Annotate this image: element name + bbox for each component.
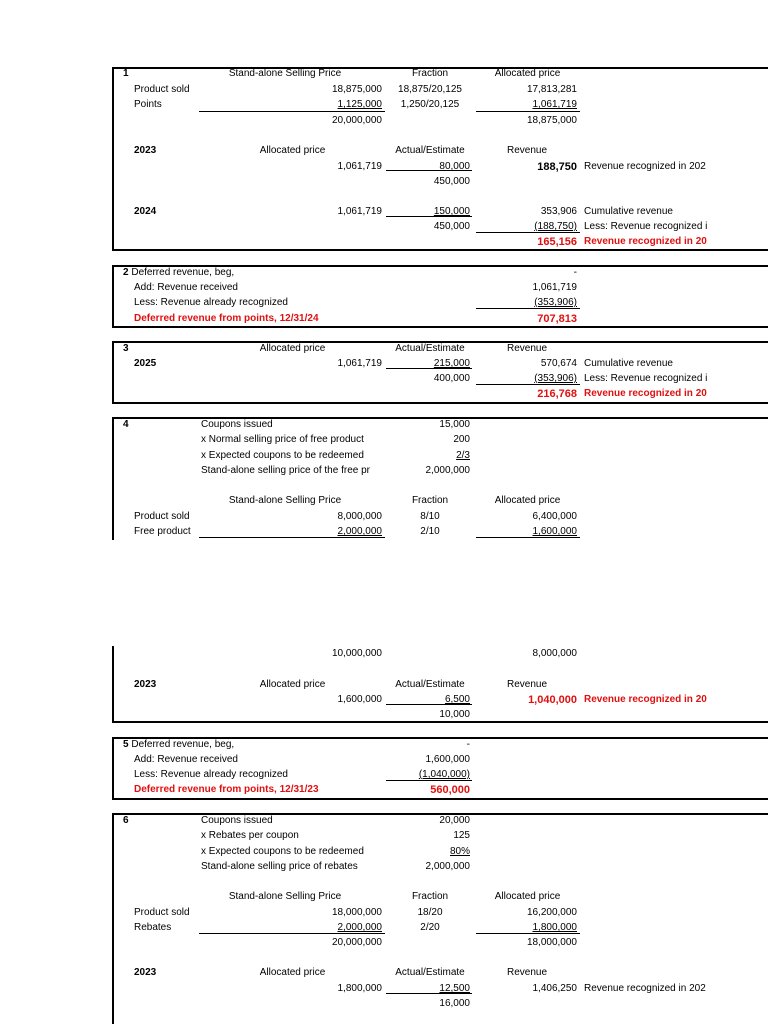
total-ssp: 20,000,000	[331, 115, 382, 126]
underline	[199, 537, 385, 538]
header-fraction: Fraction	[411, 68, 449, 79]
calc-value: 125	[453, 830, 470, 841]
less-note: Less: Revenue recognized i	[584, 221, 708, 232]
allocated-value: 1,600,000	[337, 694, 382, 705]
year-label: 2023	[134, 967, 157, 978]
revenue-note: Revenue recognized in 202	[584, 161, 706, 172]
deferred-beg-label	[123, 267, 234, 279]
col-revenue: Revenue	[506, 679, 548, 690]
year-label: 2024	[134, 206, 157, 217]
received-label: Add: Revenue received	[134, 754, 238, 765]
row-label: Points	[134, 99, 162, 110]
calc-label: Stand-alone selling price of rebates	[201, 861, 358, 872]
underline	[476, 232, 580, 233]
calc-label: x Expected coupons to be redeemed	[201, 450, 364, 461]
recognized-label: Less: Revenue already recognized	[134, 769, 288, 780]
underline	[476, 537, 580, 538]
header-ssp: Stand-alone Selling Price	[228, 891, 342, 902]
calc-value: 200	[453, 434, 470, 445]
row-fraction: 2/10	[420, 526, 440, 537]
row-label: Product sold	[134, 511, 190, 522]
section-number: 6	[123, 815, 129, 826]
deferred-end-label: Deferred revenue from points, 12/31/23	[134, 784, 319, 795]
estimate-value: 450,000	[433, 221, 470, 232]
col-actual-estimate: Actual/Estimate	[395, 679, 465, 690]
deferred-beg-value: -	[573, 267, 577, 278]
recognized-value: 216,768	[537, 388, 577, 400]
year-label: 2025	[134, 358, 157, 369]
less-value: (353,906)	[534, 373, 577, 384]
recognized-value: (353,906)	[534, 297, 577, 308]
cumulative-value: 353,906	[540, 206, 577, 217]
underline	[476, 384, 580, 385]
row-ssp: 1,125,000	[337, 99, 382, 110]
row-allocated: 16,200,000	[526, 907, 577, 918]
row-fraction: 18/20	[417, 907, 443, 918]
row-ssp: 18,875,000	[331, 84, 382, 95]
estimate-value: 450,000	[433, 176, 470, 187]
row-allocated: 17,813,281	[526, 84, 577, 95]
year-label: 2023	[134, 145, 157, 156]
actual-value: 150,000	[433, 206, 470, 217]
row-label: Rebates	[134, 922, 172, 933]
calc-value: 20,000	[439, 815, 470, 826]
section-number: 1	[123, 68, 129, 79]
header-allocated: Allocated price	[494, 891, 561, 902]
estimate-value: 16,000	[439, 998, 470, 1009]
col-revenue: Revenue	[506, 343, 548, 354]
revenue-note: Revenue recognized in 202	[584, 983, 706, 994]
col-revenue: Revenue	[506, 967, 548, 978]
calc-value: 2,000,000	[425, 465, 470, 476]
calc-label: x Normal selling price of free product	[201, 434, 364, 445]
deferred-end-label: Deferred revenue from points, 12/31/24	[134, 313, 319, 324]
row-label: Product sold	[134, 907, 190, 918]
revenue-value: 188,750	[537, 161, 577, 173]
recognized-note: Revenue recognized in 20	[584, 236, 707, 247]
revenue-note: Revenue recognized in 20	[584, 694, 707, 705]
row-fraction: 8/10	[420, 511, 440, 522]
cumulative-note: Cumulative revenue	[584, 358, 673, 369]
calc-value: 2,000,000	[425, 861, 470, 872]
allocated-value: 1,061,719	[337, 206, 382, 217]
cumulative-value: 570,674	[540, 358, 577, 369]
header-ssp: Stand-alone Selling Price	[228, 495, 342, 506]
allocated-value: 1,800,000	[337, 983, 382, 994]
col-revenue: Revenue	[506, 145, 548, 156]
calc-label: Coupons issued	[201, 419, 273, 430]
section-number: 2	[123, 267, 129, 278]
header-fraction: Fraction	[411, 495, 449, 506]
cumulative-note: Cumulative revenue	[584, 206, 673, 217]
deferred-beg-value: -	[466, 739, 470, 750]
recognized-label: Less: Revenue already recognized	[134, 297, 288, 308]
row-ssp: 2,000,000	[337, 526, 382, 537]
underline	[386, 780, 472, 781]
row-label: Free product	[134, 526, 191, 537]
row-fraction: 18,875/20,125	[398, 84, 462, 95]
col-actual-estimate: Actual/Estimate	[395, 967, 465, 978]
header-ssp: Stand-alone Selling Price	[228, 68, 342, 79]
actual-value: 6,500	[444, 694, 470, 705]
actual-value: 12,500	[439, 983, 470, 994]
row-allocated: 1,061,719	[532, 99, 577, 110]
calc-value: 80%	[449, 846, 470, 857]
less-note: Less: Revenue recognized i	[584, 373, 708, 384]
row-allocated: 6,400,000	[532, 511, 577, 522]
received-value: 1,600,000	[425, 754, 470, 765]
label-text: Deferred revenue, beg,	[131, 267, 235, 278]
col-allocated: Allocated price	[259, 679, 326, 690]
received-value: 1,061,719	[532, 282, 577, 293]
row-ssp: 2,000,000	[337, 922, 382, 933]
less-value: (188,750)	[534, 221, 577, 232]
col-allocated: Allocated price	[259, 145, 326, 156]
calc-value: 15,000	[439, 419, 470, 430]
calc-value: 2/3	[456, 450, 470, 461]
section-number: 4	[123, 419, 129, 430]
underline	[476, 933, 580, 934]
actual-value: 215,000	[433, 358, 470, 369]
row-fraction: 2/20	[420, 922, 440, 933]
underline	[476, 111, 580, 112]
col-allocated: Allocated price	[259, 343, 326, 354]
row-allocated: 1,600,000	[532, 526, 577, 537]
row-ssp: 18,000,000	[331, 907, 382, 918]
label-text: Deferred revenue, beg,	[131, 739, 235, 750]
allocated-value: 1,061,719	[337, 358, 382, 369]
estimate-value: 400,000	[433, 373, 470, 384]
col-actual-estimate: Actual/Estimate	[395, 343, 465, 354]
total-ssp: 10,000,000	[331, 648, 382, 659]
calc-label: x Expected coupons to be redeemed	[201, 846, 364, 857]
deferred-end-value: 707,813	[537, 313, 577, 325]
total-allocated: 8,000,000	[532, 648, 577, 659]
revenue-value: 1,406,250	[532, 983, 577, 994]
actual-value: 80,000	[439, 161, 470, 172]
received-label: Add: Revenue received	[134, 282, 238, 293]
deferred-beg-label	[123, 739, 234, 751]
calc-label: Coupons issued	[201, 815, 273, 826]
recognized-value: (1,040,000)	[418, 769, 470, 780]
total-allocated: 18,875,000	[526, 115, 577, 126]
recognized-value: 165,156	[537, 236, 577, 248]
deferred-end-value: 560,000	[430, 784, 470, 796]
calc-label: Stand-alone selling price of the free pr	[201, 465, 370, 476]
total-allocated: 18,000,000	[526, 937, 577, 948]
row-allocated: 1,800,000	[532, 922, 577, 933]
row-fraction: 1,250/20,125	[400, 99, 460, 110]
underline	[199, 111, 385, 112]
revenue-value: 1,040,000	[528, 694, 577, 706]
header-allocated: Allocated price	[494, 495, 561, 506]
year-label: 2023	[134, 679, 157, 690]
section-number: 3	[123, 343, 129, 354]
section-number: 5	[123, 739, 129, 750]
row-ssp: 8,000,000	[337, 511, 382, 522]
underline	[199, 933, 385, 934]
underline	[476, 308, 580, 309]
total-ssp: 20,000,000	[331, 937, 382, 948]
col-allocated: Allocated price	[259, 967, 326, 978]
recognized-note: Revenue recognized in 20	[584, 388, 707, 399]
calc-label: x Rebates per coupon	[201, 830, 299, 841]
header-allocated: Allocated price	[494, 68, 561, 79]
allocated-value: 1,061,719	[337, 161, 382, 172]
header-fraction: Fraction	[411, 891, 449, 902]
estimate-value: 10,000	[439, 709, 470, 720]
row-label: Product sold	[134, 84, 190, 95]
col-actual-estimate: Actual/Estimate	[395, 145, 465, 156]
